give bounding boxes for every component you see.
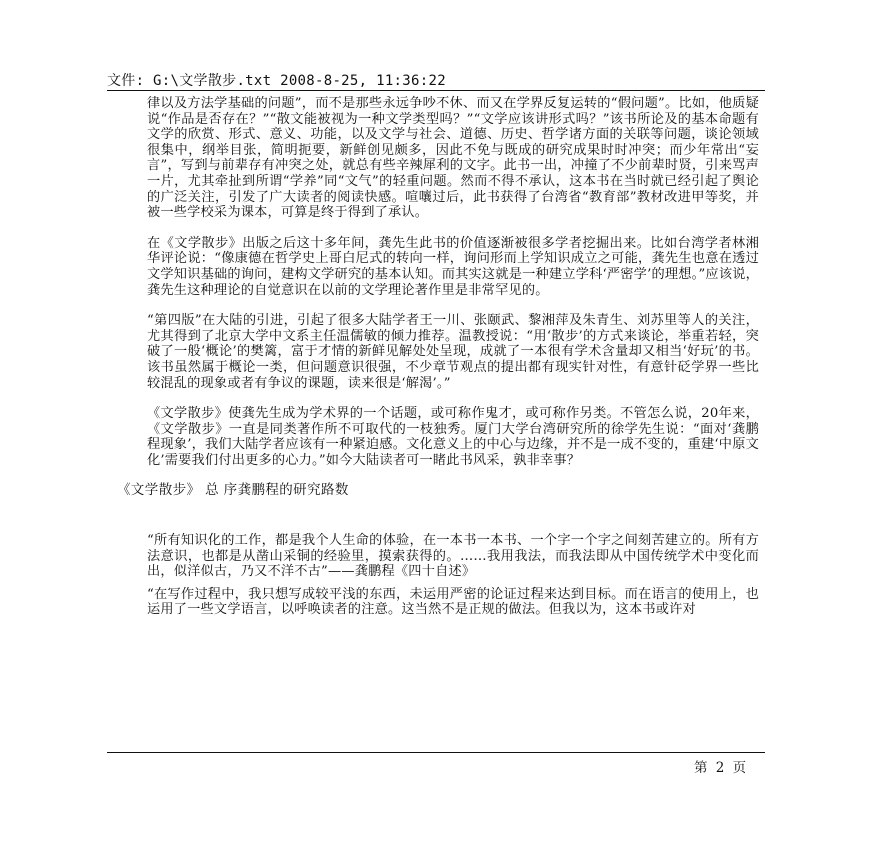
footer-divider [107, 752, 765, 753]
body-paragraph-2: 在《文学散步》出版之后这十多年间，龚先生此书的价值逐渐被很多学者挖掘出来。比如台湾学者林湘华评论说：“像康德在哲学史上哥白尼式的转向一样，询问形而上学知识成立之可能，龚先生也意在透过文学知识基础的询问，建构文学研究的基本认知。而其实这就是一种建立学科‘严密学’的理想。”应该说，龚先生这种理论的自觉意识在以前的文学理论著作里是非常罕见的。 [147, 235, 759, 298]
file-header: 文件: G:\文学散步.txt 2008-8-25, 11:36:22 [107, 73, 446, 89]
body-paragraph-1: 律以及方法学基础的问题”，而不是那些永远争吵不休、而又在学界反复运转的“假问题”。比如，他质疑说“作品是否存在？”“散文能被视为一种文学类型吗？”“文学应该讲形式吗？”该书所论及的基本命题有文学的欣赏、形式、意义、功能，以及文学与社会、道德、历史、哲学诸方面的关联等问题，谈论领域很集中，纲举目张，简明扼要，新鲜创见颇多，因此不免与既成的研究成果时时冲突；而少年常出“妄言”，写到与前辈存有冲突之处，就总有些辛辣犀利的文字。此书一出，冲撞了不少前辈时贤，引来骂声一片，尤其牵扯到所谓“学养”同“文气”的轻重问题。然而不得不承认，这本书在当时就已经引起了舆论的广泛关注，引发了广大读者的阅读快感。喧嚷过后，此书获得了台湾省“教育部”教材改进甲等奖，并被一些学校采为课本，可算是终于得到了承认。 [147, 96, 759, 221]
section-heading: 《文学散步》 总 序龚鹏程的研究路数 [117, 482, 349, 499]
quote-paragraph: “所有知识化的工作，都是我个人生命的体验，在一本书一本书、一个字一个字之间刻苦建立的。所有方法意识，也都是从凿山采铜的经验里，摸索获得的。……我用我法，而我法即从中国传统学术中变化而出，似洋似古，乃又不洋不古”——龚鹏程《四十自述》 [147, 533, 759, 580]
body-paragraph-3: “第四版”在大陆的引进，引起了很多大陆学者王一川、张颐武、黎湘萍及朱青生、刘苏里等人的关注，尤其得到了北京大学中文系主任温儒敏的倾力推荐。温教授说：“用‘散步’的方式来谈论，举重若轻，突破了一般‘概论’的樊篱，富于才情的新鲜见解处处呈现，成就了一本很有学术含量却又相当‘好玩’的书。该书虽然属于概论一类，但问题意识很强，不少章节观点的提出都有现实针对性，有意针砭学界一些比较混乱的现象或者有争议的课题，读来很是‘解渴’。” [147, 313, 759, 391]
page-number: 第 2 页 [694, 760, 749, 776]
header-divider [107, 90, 765, 91]
body-paragraph-5: “在写作过程中，我只想写成较平浅的东西，未运用严密的论证过程来达到目标。而在语言的使用上，也运用了一些文学语言，以呼唤读者的注意。这当然不是正规的做法。但我以为，这本书或许对 [147, 586, 759, 618]
document-body [117, 96, 759, 633]
body-paragraph-4: 《文学散步》使龚先生成为学术界的一个话题，或可称作鬼才，或可称作另类。不管怎么说，20年来，《文学散步》一直是同类著作所不可取代的一枝独秀。厦门大学台湾研究所的徐学先生说：“面对‘龚鹏程现象’，我们大陆学者应该有一种紧迫感。文化意义上的中心与边缘，并不是一成不变的，重建‘中原文化’需要我们付出更多的心力。”如今大陆读者可一睹此书风采，孰非幸事？ [147, 406, 759, 468]
